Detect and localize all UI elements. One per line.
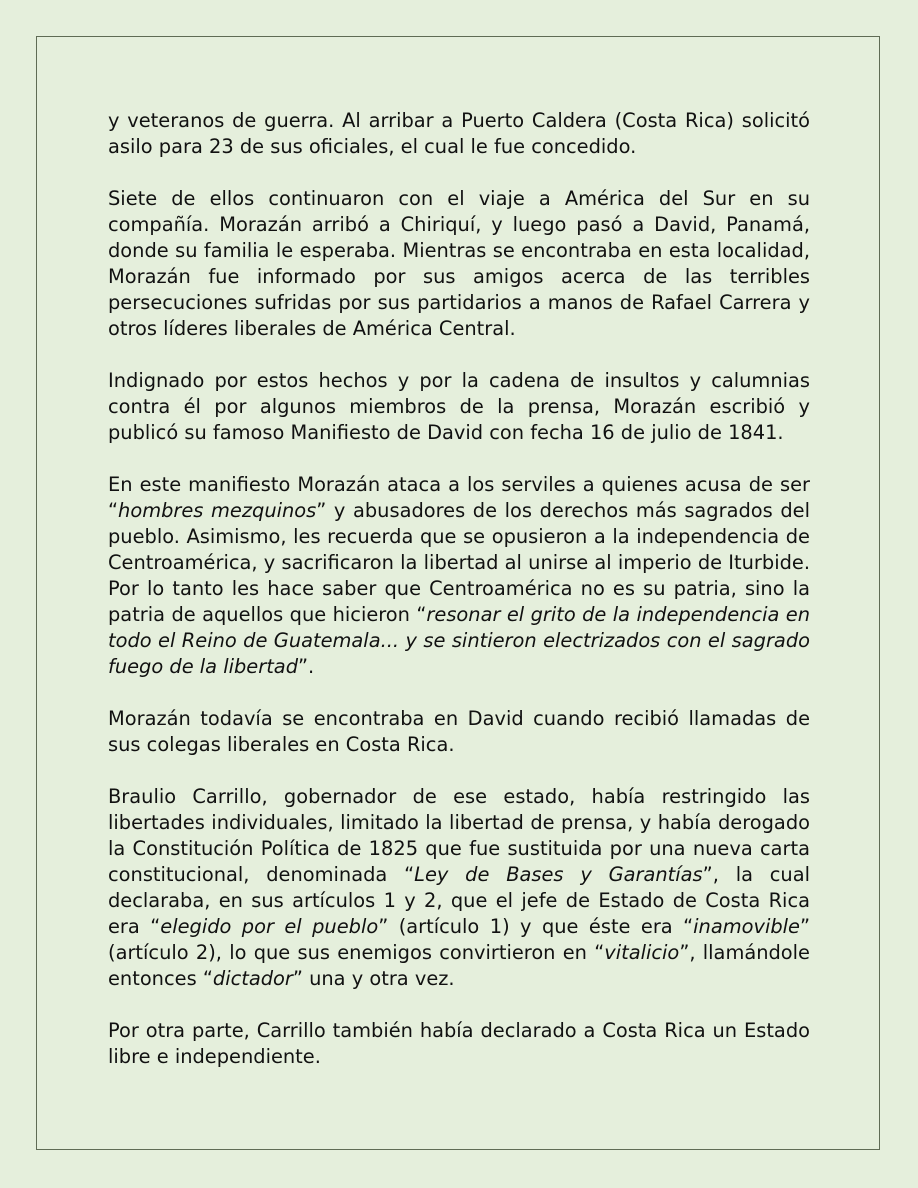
paragraph <box>108 186 810 342</box>
italic-text-run: resonar el grito de la independencia en todo el Reino de Guatemala... y se sintieron electrizados con el sagrado fuego de la libertad <box>108 603 810 678</box>
paragraph <box>108 472 810 680</box>
text-run: ”. <box>298 655 315 678</box>
paragraph <box>108 784 810 992</box>
italic-text-run: dictador <box>212 967 293 990</box>
text-run: Siete de ellos continuaron con el viaje a América del Sur en su compañía. Morazán arribó a Chiriquí, y luego pasó a David, Panamá, donde su familia le esperaba. Mientras se encontraba en esta localidad, Morazán fue informado por sus amigos acerca de las terribles persecuciones sufridas por sus partidarios a manos de Rafael Carrera y otros líderes liberales de América Central. <box>108 187 810 340</box>
text-run: Indignado por estos hechos y por la cadena de insultos y calumnias contra él por algunos miembros de la prensa, Morazán escribió y publicó su famoso Manifiesto de David con fecha 16 de julio de 1841. <box>108 369 810 444</box>
document-body <box>108 108 810 1070</box>
italic-text-run: Ley de Bases y Garantías <box>414 863 703 886</box>
text-run: ” una y otra vez. <box>292 967 455 990</box>
italic-text-run: elegido por el pueblo <box>160 915 379 938</box>
text-run: Braulio Carrillo, gobernador de ese estado, había restringido las libertades individuales, limitado la libertad de prensa, y había derogado la Constitución Política de 1825 que fue sustituida por una nueva carta constitucional, denominada “ <box>108 785 810 886</box>
italic-text-run: vitalicio <box>604 941 680 964</box>
paragraph <box>108 108 810 160</box>
text-run: En este manifiesto Morazán ataca a los serviles a quienes acusa de ser “ <box>108 473 810 522</box>
text-run: ” (artículo 1) y que éste era “ <box>378 915 694 938</box>
text-run: Por otra parte, Carrillo también había declarado a Costa Rica un Estado libre e independiente. <box>108 1019 810 1068</box>
text-run: ” y abusadores de los derechos más sagrados del pueblo. Asimismo, les recuerda que se opusieron a la independencia de Centroamérica, y sacrificaron la libertad al unirse al imperio de Iturbide. Por lo tanto les hace saber que Centroamérica no es su patria, sino la patria de aquellos que hicieron “ <box>108 499 810 626</box>
italic-text-run: inamovible <box>693 915 800 938</box>
paragraph <box>108 1018 810 1070</box>
text-run: ”, llamándole entonces “ <box>108 941 810 990</box>
paragraph <box>108 706 810 758</box>
italic-text-run: hombres mezquinos <box>118 499 317 522</box>
text-run: ”, la cual declaraba, en sus artículos 1 y 2, que el jefe de Estado de Costa Rica era “ <box>108 863 810 938</box>
text-run: y veteranos de guerra. Al arribar a Puerto Caldera (Costa Rica) solicitó asilo para 23 de sus oficiales, el cual le fue concedido. <box>108 109 810 158</box>
text-run: ” (artículo 2), lo que sus enemigos convirtieron en “ <box>108 915 811 964</box>
text-run: Morazán todavía se encontraba en David cuando recibió llamadas de sus colegas liberales en Costa Rica. <box>108 707 810 756</box>
paragraph <box>108 368 810 446</box>
